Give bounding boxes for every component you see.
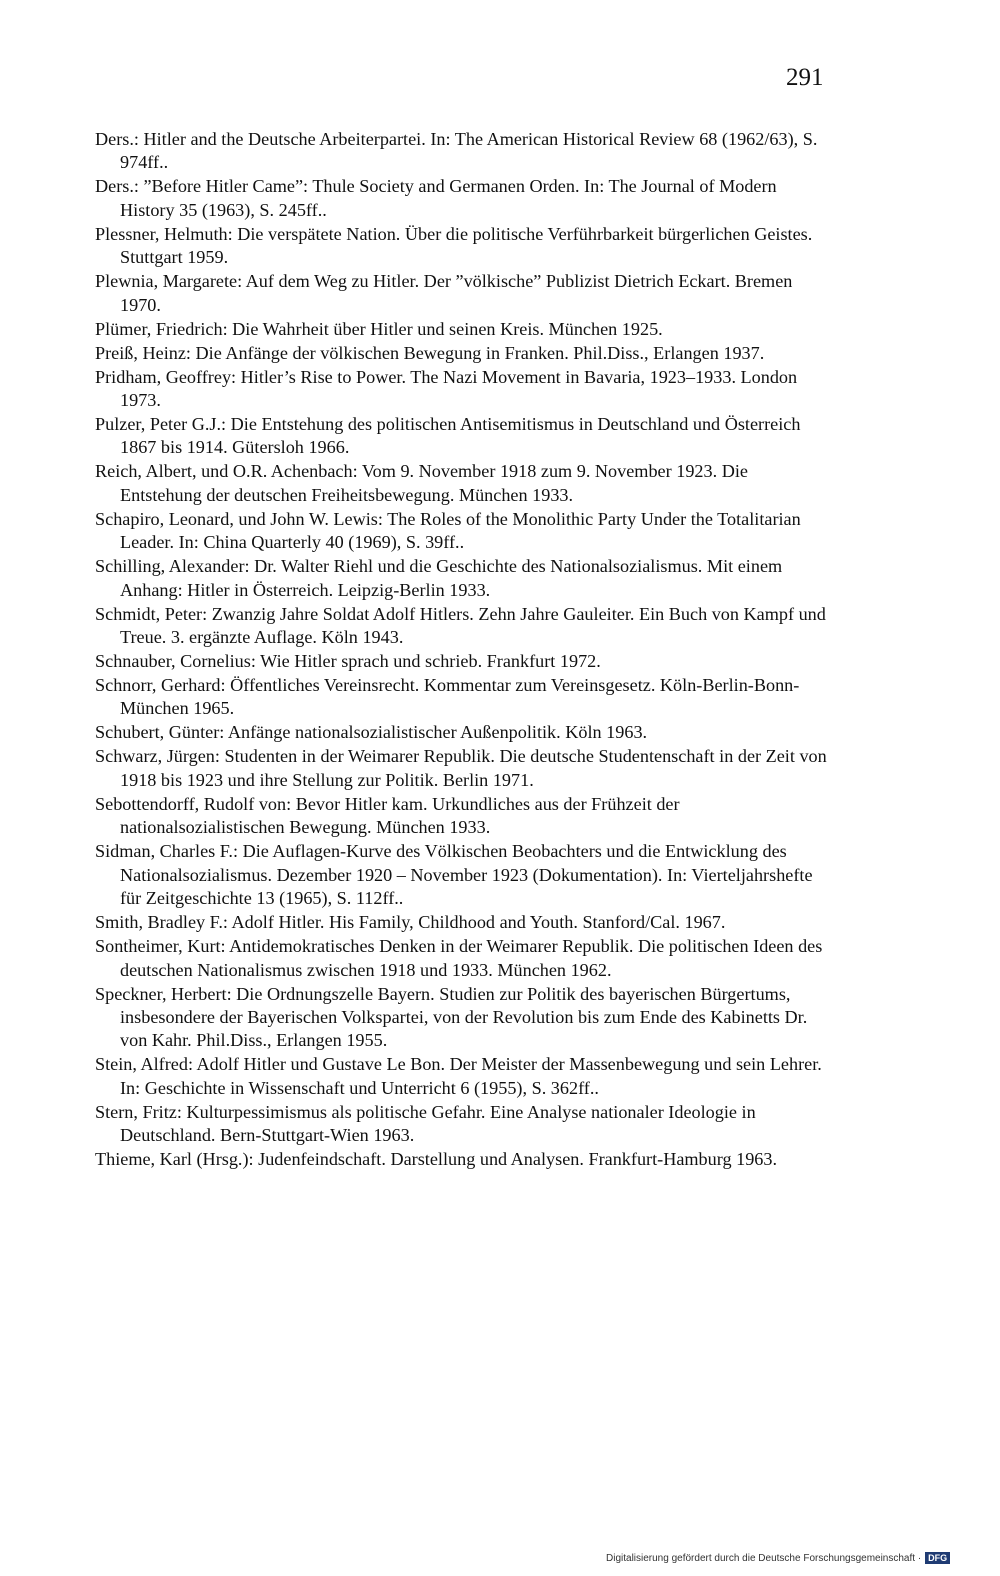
footer-text: Digitalisierung gefördert durch die Deutsche Forschungsgemeinschaft · <box>606 1552 922 1564</box>
bibliography-list <box>95 128 830 1172</box>
bibliography-entry: Pridham, Geoffrey: Hitler’s Rise to Power. The Nazi Movement in Bavaria, 1923–1933. London 1973. <box>95 366 798 411</box>
bibliography-entry: Ders.: Hitler and the Deutsche Arbeiterpartei. In: The American Historical Review 68 (1962/63), S. 974ff.. <box>95 129 818 173</box>
bibliography-entry: Schapiro, Leonard, und John W. Lewis: The Roles of the Monolithic Party Under the Totalitarian Leader. In: China Quarterly 40 (1969), S. 39ff.. <box>95 508 801 553</box>
bibliography-entry: Reich, Albert, und O.R. Achenbach: Vom 9. November 1918 zum 9. November 1923. Die Entstehung der deutschen Freiheitsbewegung. München 1933. <box>95 461 748 505</box>
bibliography-entry: Plümer, Friedrich: Die Wahrheit über Hitler und seinen Kreis. München 1925. <box>95 318 663 339</box>
bibliography-entry: Speckner, Herbert: Die Ordnungszelle Bayern. Studien zur Politik des bayerischen Bürgertums, insbesondere der Bayerischen Volkspartei, von der Revolution bis zum Ende des Kabinetts Dr. von Kahr. Phil.Diss., Erlangen 1955. <box>95 983 808 1051</box>
bibliography-entry: Schnauber, Cornelius: Wie Hitler sprach und schrieb. Frankfurt 1972. <box>95 651 601 672</box>
bibliography-entry: Plewnia, Margarete: Auf dem Weg zu Hitler. Der ”völkische” Publizist Dietrich Eckart. Bremen 1970. <box>95 271 793 315</box>
bibliography-entry: Stern, Fritz: Kulturpessimismus als politische Gefahr. Eine Analyse nationaler Ideologie in Deutschland. Bern-Stuttgart-Wien 1963. <box>95 1101 756 1146</box>
dfg-logo: DFG <box>925 1552 950 1564</box>
bibliography-entry: Sebottendorff, Rudolf von: Bevor Hitler kam. Urkundliches aus der Frühzeit der nationalsozialistischen Bewegung. München 1933. <box>95 793 680 838</box>
bibliography-entry: Thieme, Karl (Hrsg.): Judenfeindschaft. Darstellung und Analysen. Frankfurt-Hamburg 1963. <box>95 1149 778 1170</box>
bibliography-entry: Schmidt, Peter: Zwanzig Jahre Soldat Adolf Hitlers. Zehn Jahre Gauleiter. Ein Buch von Kampf und Treue. 3. ergänzte Auflage. Köln 1943. <box>95 603 826 648</box>
bibliography-entry: Schubert, Günter: Anfänge nationalsozialistischer Außenpolitik. Köln 1963. <box>95 722 648 743</box>
bibliography-entry: Pulzer, Peter G.J.: Die Entstehung des politischen Antisemitismus in Deutschland und Österreich 1867 bis 1914. Gütersloh 1966. <box>95 414 801 458</box>
bibliography-entry: Preiß, Heinz: Die Anfänge der völkischen Bewegung in Franken. Phil.Diss., Erlangen 1937. <box>95 342 765 363</box>
bibliography-entry: Schnorr, Gerhard: Öffentliches Vereinsrecht. Kommentar zum Vereinsgesetz. Köln-Berlin-Bonn-München 1965. <box>95 675 800 719</box>
bibliography-entry: Stein, Alfred: Adolf Hitler und Gustave Le Bon. Der Meister der Massenbewegung und sein Lehrer. In: Geschichte in Wissenschaft und Unterricht 6 (1955), S. 362ff.. <box>95 1054 822 1098</box>
bibliography-entry: Sidman, Charles F.: Die Auflagen-Kurve des Völkischen Beobachters und die Entwicklung des Nationalsozialismus. Dezember 1920 – November 1923 (Dokumentation). In: Vierteljahrshefte für Zeitgeschichte 13 (1965), S. 112ff.. <box>95 841 813 909</box>
bibliography-entry: Sontheimer, Kurt: Antidemokratisches Denken in der Weimarer Republik. Die politischen Ideen des deutschen Nationalismus zwischen 1918 und 1933. München 1962. <box>95 936 823 980</box>
bibliography-entry: Plessner, Helmuth: Die verspätete Nation. Über die politische Verführbarkeit bürgerlichen Geistes. Stuttgart 1959. <box>95 223 813 268</box>
bibliography-entry: Smith, Bradley F.: Adolf Hitler. His Family, Childhood and Youth. Stanford/Cal. 1967. <box>95 912 726 933</box>
bibliography-entry: Schilling, Alexander: Dr. Walter Riehl und die Geschichte des Nationalsozialismus. Mit einem Anhang: Hitler in Österreich. Leipzig-Berlin 1933. <box>95 556 783 600</box>
bibliography-entry: Schwarz, Jürgen: Studenten in der Weimarer Republik. Die deutsche Studentenschaft in der Zeit von 1918 bis 1923 und ihre Stellung zur Politik. Berlin 1971. <box>95 746 827 790</box>
bibliography-entry: Ders.: ”Before Hitler Came”: Thule Society and Germanen Orden. In: The Journal of Modern History 35 (1963), S. 245ff.. <box>95 176 777 220</box>
digitization-footer <box>606 1552 950 1564</box>
page-number: 291 <box>786 64 824 91</box>
